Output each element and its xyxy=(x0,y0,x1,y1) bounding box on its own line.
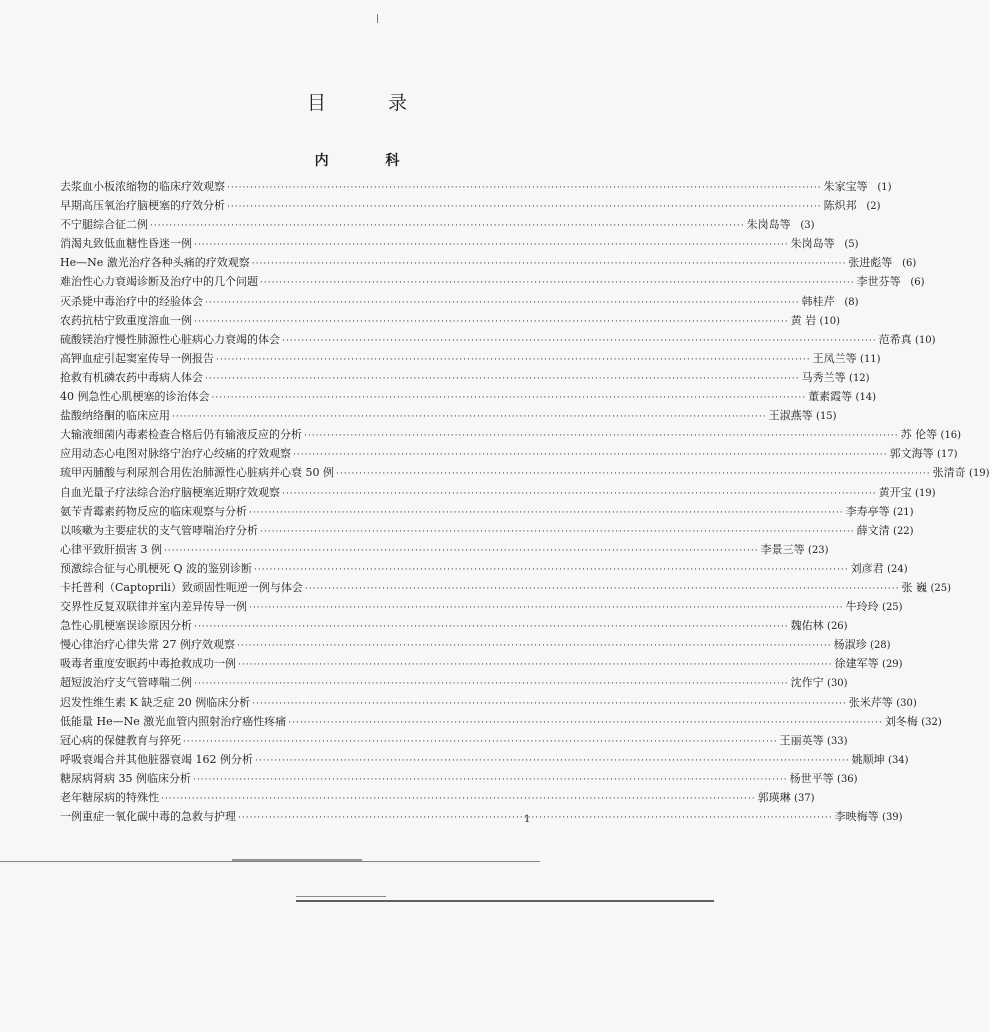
toc-entry-page: (10) xyxy=(819,315,841,327)
toc-entry xyxy=(60,693,917,712)
toc-entry-author: 黄 岩 xyxy=(790,313,817,327)
toc-entry xyxy=(60,330,936,349)
toc-entry xyxy=(60,253,917,272)
toc-entry-page: (6) xyxy=(902,258,917,270)
toc-entry xyxy=(60,292,859,311)
toc-entry-title: 灭杀毙中毒治疗中的经验体会 xyxy=(60,294,203,308)
toc-leader-dots xyxy=(282,332,877,351)
toc-leader-dots xyxy=(205,370,800,389)
toc-leader-dots xyxy=(255,752,850,771)
toc-entry-author: 张清奇 xyxy=(932,466,966,480)
toc-entry-author: 苏 伦等 xyxy=(900,428,938,442)
toc-leader-dots xyxy=(238,656,833,675)
toc-entry-title: 氨苄青霉素药物反应的临床观察与分析 xyxy=(60,504,247,518)
toc-leader-dots xyxy=(282,485,877,504)
toc-entry-author: 朱岗岛等 xyxy=(746,218,791,232)
toc-entry-title: 卡托普利（Captoprili）致顽固性呃逆一例与体会 xyxy=(60,580,303,594)
toc-entry-title: 老年糖尿病的特殊性 xyxy=(60,791,159,804)
toc-entry xyxy=(60,635,891,654)
toc-entry-page: (14) xyxy=(855,392,877,404)
toc-entry-title: 琉甲丙脯酸与利尿剂合用佐治肺源性心脏病并心衰 50 例 xyxy=(60,466,334,480)
toc-entry-page: (15) xyxy=(816,411,837,423)
toc-entry-title: 大输液细菌内毒素检查合格后仍有输液反应的分析 xyxy=(60,428,302,442)
toc-entry-page: (19) xyxy=(969,468,990,480)
toc-entry-page: (26) xyxy=(827,621,848,633)
toc-entry-title: 消渴丸致低血糖性昏迷一例 xyxy=(60,237,192,251)
toc-leader-dots xyxy=(194,675,789,694)
toc-entry-title: 糖尿病肾病 35 例临床分析 xyxy=(60,771,191,785)
toc-entry-page: (17) xyxy=(937,449,958,461)
toc-entry-author: 郭瑛琳 xyxy=(757,791,791,804)
toc-entry-title: 应用动态心电图对脉络宁治疗心绞痛的疗效观察 xyxy=(60,447,291,461)
toc-entry xyxy=(60,349,881,368)
toc-entry-page: (32) xyxy=(921,716,942,728)
toc-entry-page: (22) xyxy=(893,525,914,537)
toc-entry-title: 心律平致肝损害 3 例 xyxy=(60,542,162,556)
toc-entry-title: 一例重症一氧化碳中毒的急救与护理 xyxy=(60,810,236,824)
toc-entry-title: 预激综合征与心肌梗死 Q 波的鉴别诊断 xyxy=(60,561,253,575)
toc-entry-page: (8) xyxy=(844,296,859,308)
toc-entry-author: 杨淑珍 xyxy=(833,638,867,652)
toc-entry xyxy=(60,673,848,692)
toc-entry-title: 抢救有机磷农药中毒病人体会 xyxy=(60,370,203,384)
toc-entry-author: 王凤兰等 xyxy=(812,351,857,365)
toc-leader-dots xyxy=(249,504,844,523)
toc-entry xyxy=(60,311,841,330)
toc-entry xyxy=(60,712,942,731)
toc-entry xyxy=(60,597,903,616)
toc-entry-page: (6) xyxy=(910,277,925,289)
toc-entry xyxy=(60,616,848,635)
toc-leader-dots xyxy=(304,427,899,446)
toc-leader-dots xyxy=(194,236,789,255)
toc-entry-author: 刘彦君 xyxy=(850,561,884,575)
toc-leader-dots xyxy=(216,351,811,370)
toc-entry-author: 王淑燕等 xyxy=(768,409,813,423)
toc-leader-dots xyxy=(260,274,855,293)
toc-entry xyxy=(60,731,848,750)
toc-entry-page: (10) xyxy=(915,334,936,346)
toc-entry-author: 李景三等 xyxy=(760,542,805,556)
toc-entry xyxy=(60,578,951,597)
toc-entry-author: 朱家宝等 xyxy=(823,180,868,193)
toc-entry-page: (2) xyxy=(866,201,881,213)
scan-artifact-line xyxy=(296,900,714,902)
toc-entry-title: 硫酸镁治疗慢性肺源性心脏病心力衰竭的体会 xyxy=(60,332,280,346)
toc-entry xyxy=(60,387,877,406)
toc-entry xyxy=(60,463,990,482)
toc-entry xyxy=(60,272,925,291)
toc-entry-title: 吸毒者重度安眠药中毒抢救成功一例 xyxy=(60,657,236,671)
toc-leader-dots xyxy=(194,618,789,637)
toc-entry-page: (24) xyxy=(887,563,908,575)
toc-entry xyxy=(60,540,829,559)
toc-leader-dots xyxy=(227,179,822,198)
toc-entry xyxy=(60,521,914,540)
toc-entry xyxy=(60,769,858,788)
toc-entry-author: 杨世平等 xyxy=(789,771,834,785)
toc-entry-author: 马秀兰等 xyxy=(801,370,846,384)
toc-entry-page: (33) xyxy=(827,735,848,747)
toc-entry-title: 呼吸衰竭合并其他脏器衰竭 162 例分析 xyxy=(60,752,253,766)
toc-entry-title: 去浆血小板浓缩物的临床疗效观察 xyxy=(60,180,225,193)
toc-leader-dots xyxy=(150,217,745,236)
toc-entry-author: 薛文清 xyxy=(856,523,890,537)
toc-entry-page: (21) xyxy=(893,506,914,518)
toc-leader-dots xyxy=(205,294,800,313)
toc-entry xyxy=(60,788,815,807)
toc-leader-dots xyxy=(194,313,789,332)
page-title: 目 录 xyxy=(306,92,436,114)
toc-entry-page: (30) xyxy=(827,678,848,690)
toc-entry-title: 交界性反复双联律并室内差异传导一例 xyxy=(60,600,247,614)
toc-entry-page: (16) xyxy=(940,430,962,442)
toc-entry xyxy=(60,502,914,521)
toc-entry xyxy=(60,177,892,196)
toc-entry-page: (29) xyxy=(882,659,903,671)
toc-entry-author: 韩桂芹 xyxy=(801,294,835,308)
toc-entry-title: 以咳嗽为主要症状的支气管哮喘治疗分析 xyxy=(60,523,258,537)
toc-entry-page: (36) xyxy=(837,773,858,785)
toc-entry-title: 冠心病的保健教育与猝死 xyxy=(60,733,181,747)
toc-entry-author: 郭文海等 xyxy=(889,447,934,461)
toc-entry-page: (23) xyxy=(808,544,829,556)
toc-entry-author: 牛玲玲 xyxy=(845,600,879,614)
toc-entry xyxy=(60,750,909,769)
toc-entry xyxy=(60,483,936,502)
toc-entry-author: 刘冬梅 xyxy=(884,714,918,728)
toc-entry-page: (19) xyxy=(915,487,936,499)
toc-entry-author: 李映梅等 xyxy=(834,810,879,824)
toc-leader-dots xyxy=(254,561,849,580)
toc-entry-author: 徐建军等 xyxy=(834,657,879,671)
toc-leader-dots xyxy=(183,733,778,752)
toc-entry xyxy=(60,425,962,444)
toc-entry-author: 张米芹等 xyxy=(848,695,893,709)
toc-entry-title: 早期高压氧治疗脑梗塞的疗效分析 xyxy=(60,199,225,213)
toc-entry-author: 李世芬等 xyxy=(856,275,901,289)
toc-entry xyxy=(60,234,859,253)
toc-entry-title: 慢心律治疗心律失常 27 例疗效观察 xyxy=(60,638,235,652)
toc-entry-page: (3) xyxy=(800,220,815,232)
toc-leader-dots xyxy=(249,599,844,618)
toc-entry-title: 迟发性维生素 K 缺乏症 20 例临床分析 xyxy=(60,695,251,709)
scan-artifact-line xyxy=(296,896,386,897)
toc-leader-dots xyxy=(227,198,822,217)
toc-entry xyxy=(60,215,815,234)
toc-entry xyxy=(60,368,870,387)
section-title: 内 科 xyxy=(314,153,426,169)
toc-leader-dots xyxy=(252,695,847,714)
toc-entry-title: 难治性心力衰竭诊断及治疗中的几个问题 xyxy=(60,275,258,289)
toc-entry-page: (39) xyxy=(882,812,903,824)
toc-entry-title: 盐酸纳络酮的临床应用 xyxy=(60,409,170,423)
toc-entry-title: 40 例急性心肌梗塞的诊治体会 xyxy=(60,390,210,404)
table-of-contents xyxy=(60,177,990,826)
toc-entry xyxy=(60,444,958,463)
toc-entry-author: 张 巍 xyxy=(901,580,927,594)
toc-leader-dots xyxy=(305,580,900,599)
scan-speck xyxy=(377,14,378,23)
toc-leader-dots xyxy=(238,809,833,828)
toc-entry-title: 农药抗枯宁致重度溶血一例 xyxy=(60,313,192,327)
toc-entry-page: (5) xyxy=(844,239,859,251)
toc-entry-page: (12) xyxy=(849,372,870,384)
toc-entry xyxy=(60,406,837,425)
toc-entry-page: (25) xyxy=(930,582,951,594)
toc-entry-author: 王丽英等 xyxy=(779,733,824,747)
toc-entry-author: 魏佑林 xyxy=(790,619,824,633)
toc-entry-title: 不宁腿综合征二例 xyxy=(60,218,148,232)
toc-entry-title: 自血光量子疗法综合治疗脑梗塞近期疗效观察 xyxy=(60,485,280,499)
page-number: 1 xyxy=(524,814,531,825)
toc-entry-title: He—Ne 激光治疗各种头痛的疗效观察 xyxy=(60,256,250,270)
toc-entry-page: (37) xyxy=(794,793,815,804)
toc-leader-dots xyxy=(336,465,931,484)
toc-entry-page: (34) xyxy=(888,754,909,766)
toc-leader-dots xyxy=(237,637,832,656)
toc-entry xyxy=(60,196,881,215)
scan-artifact-line xyxy=(0,861,540,862)
toc-entry-author: 范希真 xyxy=(878,332,912,346)
toc-entry-page: (1) xyxy=(877,182,892,193)
toc-leader-dots xyxy=(193,771,788,790)
toc-entry-author: 姚顺坤 xyxy=(851,752,885,766)
toc-entry-author: 张进彪等 xyxy=(848,256,893,270)
toc-leader-dots xyxy=(161,790,756,809)
toc-entry-page: (28) xyxy=(870,640,891,652)
toc-entry-title: 超短波治疗支气管哮喘二例 xyxy=(60,676,192,690)
toc-entry-author: 朱岗岛等 xyxy=(790,237,835,251)
toc-leader-dots xyxy=(293,446,888,465)
toc-entry-title: 低能量 He—Ne 激光血管内照射治疗癌性疼痛 xyxy=(60,714,287,728)
toc-entry-page: (25) xyxy=(882,602,903,614)
toc-leader-dots xyxy=(252,255,847,274)
toc-entry-page: (30) xyxy=(896,697,917,709)
toc-entry xyxy=(60,654,903,673)
toc-entry xyxy=(60,807,903,826)
toc-entry-title: 高钾血症引起窦室传导一例报告 xyxy=(60,351,214,365)
toc-entry xyxy=(60,559,908,578)
toc-entry-title: 急性心肌梗塞误诊原因分析 xyxy=(60,619,192,633)
scan-artifact-line xyxy=(232,859,362,861)
toc-entry-author: 陈炽邦 xyxy=(823,199,857,213)
toc-leader-dots xyxy=(212,389,807,408)
toc-entry-author: 沈作宁 xyxy=(790,676,824,690)
toc-entry-page: (11) xyxy=(860,353,881,365)
toc-leader-dots xyxy=(164,542,759,561)
toc-entry-author: 董素霞等 xyxy=(808,390,853,404)
toc-entry-author: 李寿亭等 xyxy=(845,504,890,518)
toc-entry-author: 黄开宝 xyxy=(878,485,912,499)
